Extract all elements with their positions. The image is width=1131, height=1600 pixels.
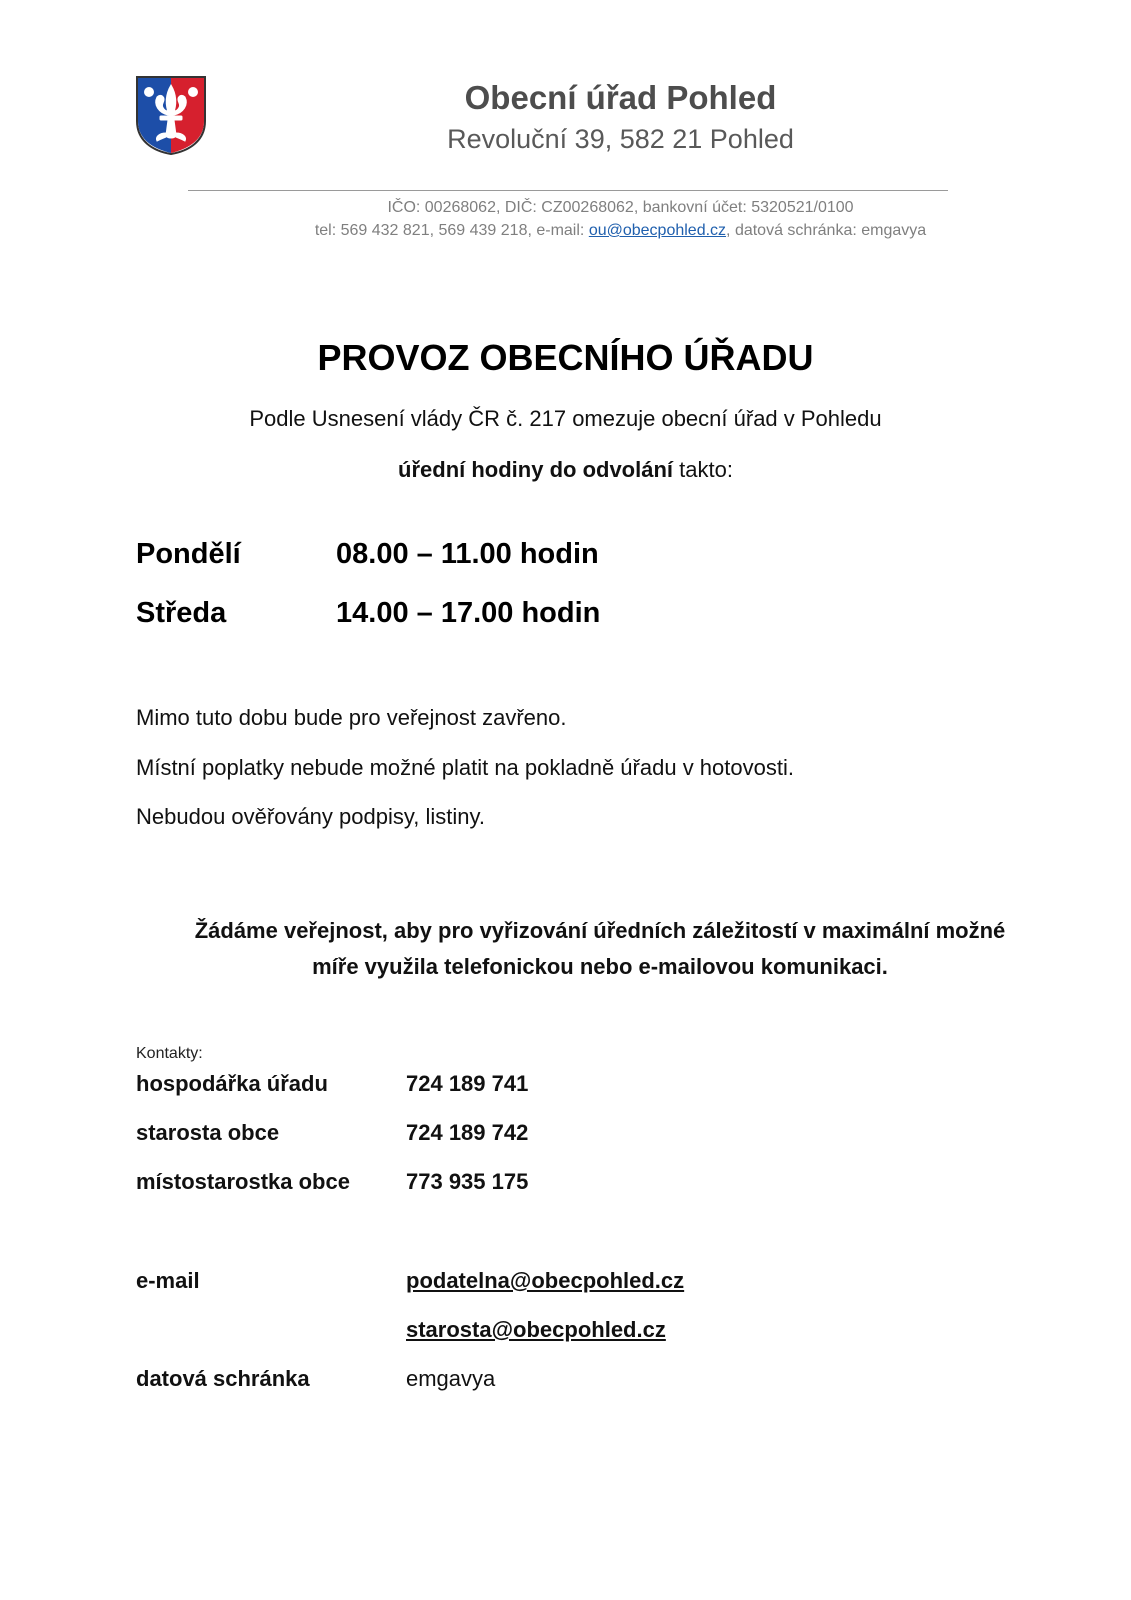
contact-info-line (0, 222, 1131, 240)
notice-intro-bold: úřední hodiny do odvolání (398, 457, 674, 482)
public-appeal-line-1: Žádáme veřejnost, aby pro vyřizování úředních záležitostí v maximální možné (194, 918, 1006, 943)
contact-role-3: místostarostka obce (136, 1169, 350, 1194)
note-closed: Mimo tuto dobu bude pro veřejnost zavřeno. (136, 705, 567, 730)
public-appeal (100, 913, 1100, 985)
notice-title: PROVOZ OBECNÍHO ÚŘADU (317, 337, 814, 378)
email-link-starosta[interactable]: starosta@obecpohled.cz (406, 1317, 666, 1342)
email-label: e-mail (136, 1268, 200, 1293)
notice-intro-rest: takto: (673, 457, 733, 482)
notice-intro: Podle Usnesení vlády ČR č. 217 omezuje obecní úřad v Pohledu (249, 406, 882, 431)
header-divider (188, 190, 948, 191)
email-link-podatelna[interactable]: podatelna@obecpohled.cz (406, 1268, 685, 1293)
registration-info: IČO: 00268062, DIČ: CZ00268062, bankovní účet: 5320521/0100 (387, 199, 854, 216)
hours-day-1: Pondělí (136, 538, 241, 570)
hours-time-2: 14.00 – 17.00 hodin (336, 597, 601, 629)
contacts-label: Kontakty: (136, 1045, 203, 1062)
organization-name: Obecní úřad Pohled (464, 79, 777, 116)
databox-label: datová schránka (136, 1366, 310, 1391)
public-appeal-line-2: míře využila telefonickou nebo e-mailovou komunikaci. (312, 954, 888, 979)
hours-day-2: Středa (136, 597, 227, 629)
office-email-link[interactable]: ou@obecpohled.cz (588, 222, 727, 239)
contact-info-suffix: , datová schránka: emgavya (726, 222, 927, 239)
contact-info-prefix: tel: 569 432 821, 569 439 218, e-mail: (314, 222, 589, 239)
contact-phone-3: 773 935 175 (406, 1169, 529, 1194)
contact-role-2: starosta obce (136, 1120, 280, 1145)
note-fees: Místní poplatky nebude možné platit na pokladně úřadu v hotovosti. (136, 755, 794, 780)
organization-address: Revoluční 39, 582 21 Pohled (447, 124, 794, 154)
hours-time-1: 08.00 – 11.00 hodin (336, 538, 599, 570)
note-signatures: Nebudou ověřovány podpisy, listiny. (136, 804, 485, 829)
contact-phone-2: 724 189 742 (406, 1120, 529, 1145)
notice-intro-2 (0, 457, 1131, 483)
contact-phone-1: 724 189 741 (406, 1071, 529, 1096)
databox-value: emgavya (406, 1366, 496, 1391)
contact-role-1: hospodářka úřadu (136, 1071, 328, 1096)
